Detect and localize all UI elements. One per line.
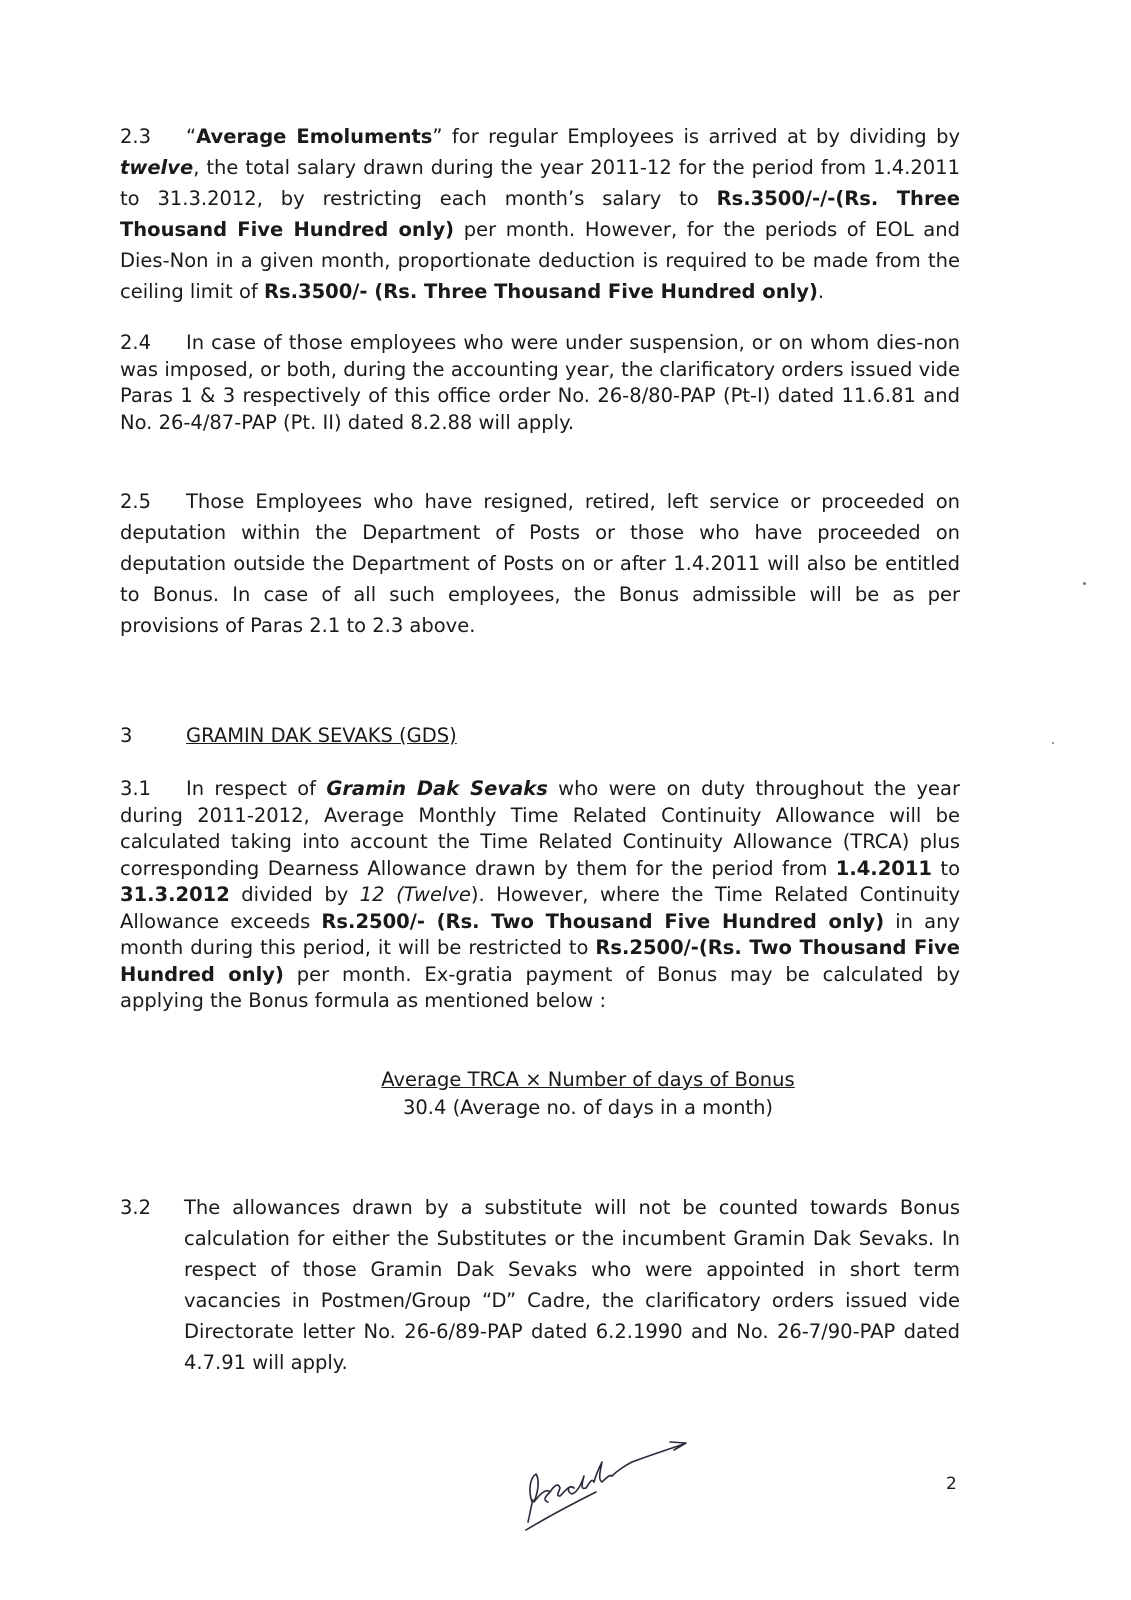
bold-amount: Rs.3500/- (Rs. Three Thousand Five Hundred only) (264, 280, 818, 303)
handwritten-signature (520, 1430, 700, 1540)
paragraph-text: The allowances drawn by a substitute will not be counted towards Bonus calculation for either the Substitutes or the incumbent Gramin Dak Sevaks. In respect of those Gramin Dak Sevaks who were appointed in short term vacancies in Postmen/Group “D” Cadre, the clarificatory orders issued vide Directorate letter No. 26-6/89-PAP dated 6.2.1990 and No. 26-7/90-PAP dated 4.7.91 will apply. (184, 1196, 960, 1374)
text-run: per month. However, for the periods of EOL and Dies-Non in a given month, proportionate deduction is required to be made from the ceiling limit of (120, 218, 960, 303)
bold-term: Average Emoluments (196, 125, 433, 148)
formula-numerator: Average TRCA × Number of days of Bonus (381, 1068, 795, 1091)
text-run: divided by (229, 883, 360, 906)
emphasis-term: twelve (120, 156, 194, 179)
bold-amount: Rs.3500/-/-(Rs. Three Thousand Five Hundred only) (120, 187, 961, 241)
emphasis-term: Gramin Dak Sevaks (326, 777, 548, 800)
text-run: ). However, where the Time Related Continuity Allowance exceeds (120, 883, 960, 933)
text-run: per month. Ex-gratia payment of Bonus may be calculated by applying the Bonus formula as mentioned below : (120, 962, 960, 1012)
bold-amount: Rs.2500/- (Rs. Two Thousand Five Hundred only) (321, 909, 885, 933)
text-run: in any month during this period, it will be restricted to (120, 909, 960, 959)
paragraph-number: 3.1 (120, 777, 152, 800)
paragraph-3-1 (120, 776, 960, 1015)
scan-speck (1052, 742, 1054, 744)
paragraph-text: In case of those employees who were under suspension, or on whom dies-non was imposed, or both, during the accounting year, the clarificatory orders issued vide Paras 1 & 3 respectively of this office order No. 26-8/80-PAP (Pt-I) dated 11.6.81 and No. 26-4/87-PAP (Pt. II) dated 8.2.88 will apply. (120, 331, 960, 434)
paragraph-3-2 (120, 1192, 960, 1378)
page-number: 2 (946, 1474, 957, 1494)
emphasis-term: 12 (Twelve (359, 883, 471, 906)
bold-date: 31.3.2012 (120, 883, 230, 906)
paragraph-2-5 (120, 486, 960, 641)
text-run: . (817, 280, 825, 303)
text-run: to (932, 856, 960, 880)
scan-speck (1083, 582, 1086, 585)
paragraph-2-3 (120, 121, 960, 307)
section-title: GRAMIN DAK SEVAKS (GDS) (186, 724, 457, 747)
bonus-formula (238, 1066, 938, 1122)
paragraph-number: 2.4 (120, 331, 152, 354)
paragraph-number: 3.2 (120, 1196, 152, 1219)
formula-denominator: 30.4 (Average no. of days in a month) (402, 1096, 774, 1119)
text-run: , the total salary drawn during the year 2011-12 for the period from 1.4.2011 to 31.3.2012, by restricting each month’s salary to (120, 156, 960, 210)
section-number: 3 (120, 724, 133, 747)
text-run: ” for regular Employees is arrived at by dividing by (432, 125, 960, 148)
paragraph-text: Those Employees who have resigned, retired, left service or proceeded on deputation within the Department of Posts or those who have proceeded on deputation outside the Department of Posts on or after 1.4.2011 will also be entitled to Bonus. In case of all such employees, the Bonus admissible will be as per provisions of Paras 2.1 to 2.3 above. (120, 490, 960, 637)
paragraph-number: 2.3 (120, 125, 152, 148)
text-run: In respect of (186, 777, 327, 800)
text-run: “ (186, 125, 197, 148)
bold-date: 1.4.2011 (835, 856, 932, 880)
paragraph-number: 2.5 (120, 490, 152, 513)
section-heading (120, 722, 457, 750)
text-run: who were on duty throughout the year during 2011-2012, Average Monthly Time Related Continuity Allowance will be calculated taking into account the Time Related Continuity Allowance (TRCA) plus corresponding Dearness Allowance drawn by them for the period from (120, 777, 960, 880)
paragraph-2-4 (120, 330, 960, 436)
bold-amount: Rs.2500/-(Rs. Two Thousand Five Hundred only) (120, 936, 960, 986)
